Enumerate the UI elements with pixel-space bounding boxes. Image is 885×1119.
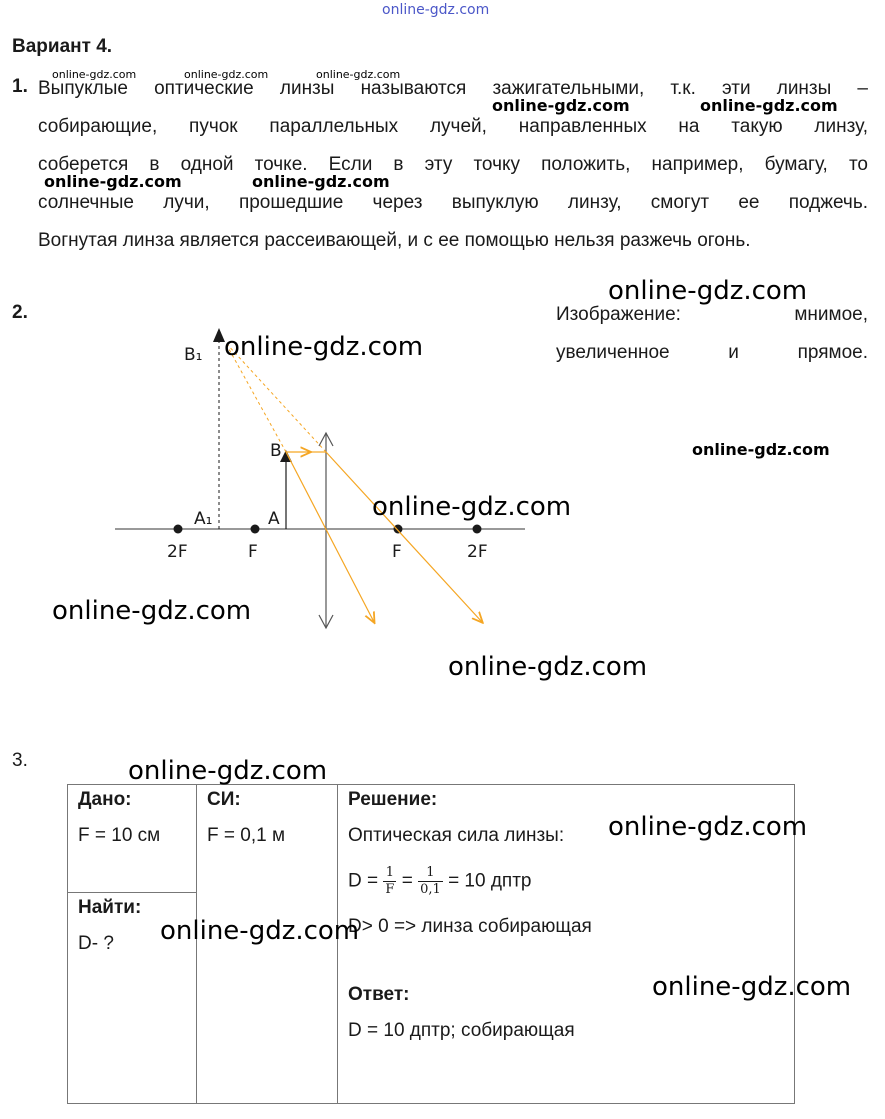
si-header: СИ: xyxy=(207,789,241,810)
given-cell xyxy=(68,785,197,893)
si-value: F = 0,1 м xyxy=(207,825,286,846)
watermark: online-gdz.com xyxy=(224,332,424,362)
watermark: online-gdz.com xyxy=(52,596,252,626)
q1-line: Выпуклые оптические линзы называются зажигательными, т.к. эти линзы – xyxy=(38,78,868,99)
q3-number: 3. xyxy=(12,750,28,771)
watermark: online-gdz.com xyxy=(700,96,838,115)
formula-eq: = xyxy=(401,870,413,892)
label-b1: B₁ xyxy=(184,345,203,365)
label-f-right: F xyxy=(392,542,402,562)
formula xyxy=(348,865,784,898)
given-value: F = 10 см xyxy=(78,825,161,846)
watermark: online-gdz.com xyxy=(652,972,852,1002)
solution-line-1: Оптическая сила линзы: xyxy=(348,825,565,846)
image-description-line: Изображение: мнимое, xyxy=(556,304,868,325)
fraction-2-den: 0,1 xyxy=(420,882,441,897)
ray-through-center xyxy=(286,452,374,622)
formula-rhs: = 10 дптр xyxy=(448,870,532,892)
watermark: online-gdz.com xyxy=(160,916,360,946)
watermark: online-gdz.com xyxy=(608,276,808,306)
label-b: B xyxy=(270,441,282,461)
q1-number: 1. xyxy=(12,76,28,97)
fraction-1-num: 1 xyxy=(383,865,396,882)
point-2f-left xyxy=(174,525,183,534)
fraction-1-den: F xyxy=(385,882,395,897)
q1-line: соберется в одной точке. Если в эту точку положить, например, бумагу, то xyxy=(38,154,868,175)
find-header: Найти: xyxy=(78,897,142,918)
watermark: online-gdz.com xyxy=(608,812,808,842)
watermark: online-gdz.com xyxy=(692,440,830,459)
watermark-top: online-gdz.com xyxy=(382,2,490,18)
point-2f-right xyxy=(473,525,482,534)
image-description-line: увеличенное и прямое. xyxy=(556,342,868,363)
solution-line-3: D> 0 => линза собирающая xyxy=(348,916,592,937)
fraction-2-num: 1 xyxy=(418,865,443,882)
spacer xyxy=(348,956,784,966)
label-2f-right: 2F xyxy=(467,542,488,562)
label-a1: A₁ xyxy=(194,509,213,529)
watermark: online-gdz.com xyxy=(52,68,137,81)
point-f-left xyxy=(251,525,260,534)
watermark: online-gdz.com xyxy=(128,756,328,786)
label-2f-left: 2F xyxy=(167,542,188,562)
q1-line: Вогнутая линза является рассеивающей, и с ее помощью нельзя разжечь огонь. xyxy=(38,230,751,251)
watermark: online-gdz.com xyxy=(184,68,269,81)
solution-header: Решение: xyxy=(348,789,438,810)
watermark: online-gdz.com xyxy=(44,172,182,191)
watermark: online-gdz.com xyxy=(372,492,572,522)
label-f-left: F xyxy=(248,542,258,562)
q1-line: солнечные лучи, прошедшие через выпуклую линзу, смогут ее поджечь. xyxy=(38,192,868,213)
find-value: D- ? xyxy=(78,933,114,954)
ray-refracted xyxy=(326,452,482,622)
answer-value: D = 10 дптр; собирающая xyxy=(348,1020,575,1041)
fraction-2 xyxy=(418,865,443,898)
watermark: online-gdz.com xyxy=(316,68,401,81)
answer-header: Ответ: xyxy=(348,984,410,1005)
formula-lhs: D = xyxy=(348,870,379,892)
label-a: A xyxy=(268,509,280,529)
point-f-right xyxy=(394,525,403,534)
fraction-1 xyxy=(383,865,396,898)
q2-number: 2. xyxy=(12,302,28,323)
watermark: online-gdz.com xyxy=(448,652,648,682)
variant-title: Вариант 4. xyxy=(12,36,113,57)
watermark: online-gdz.com xyxy=(252,172,390,191)
watermark: online-gdz.com xyxy=(492,96,630,115)
given-header: Дано: xyxy=(78,789,132,810)
q1-line: собирающие, пучок параллельных лучей, направленных на такую линзу, xyxy=(38,116,868,137)
